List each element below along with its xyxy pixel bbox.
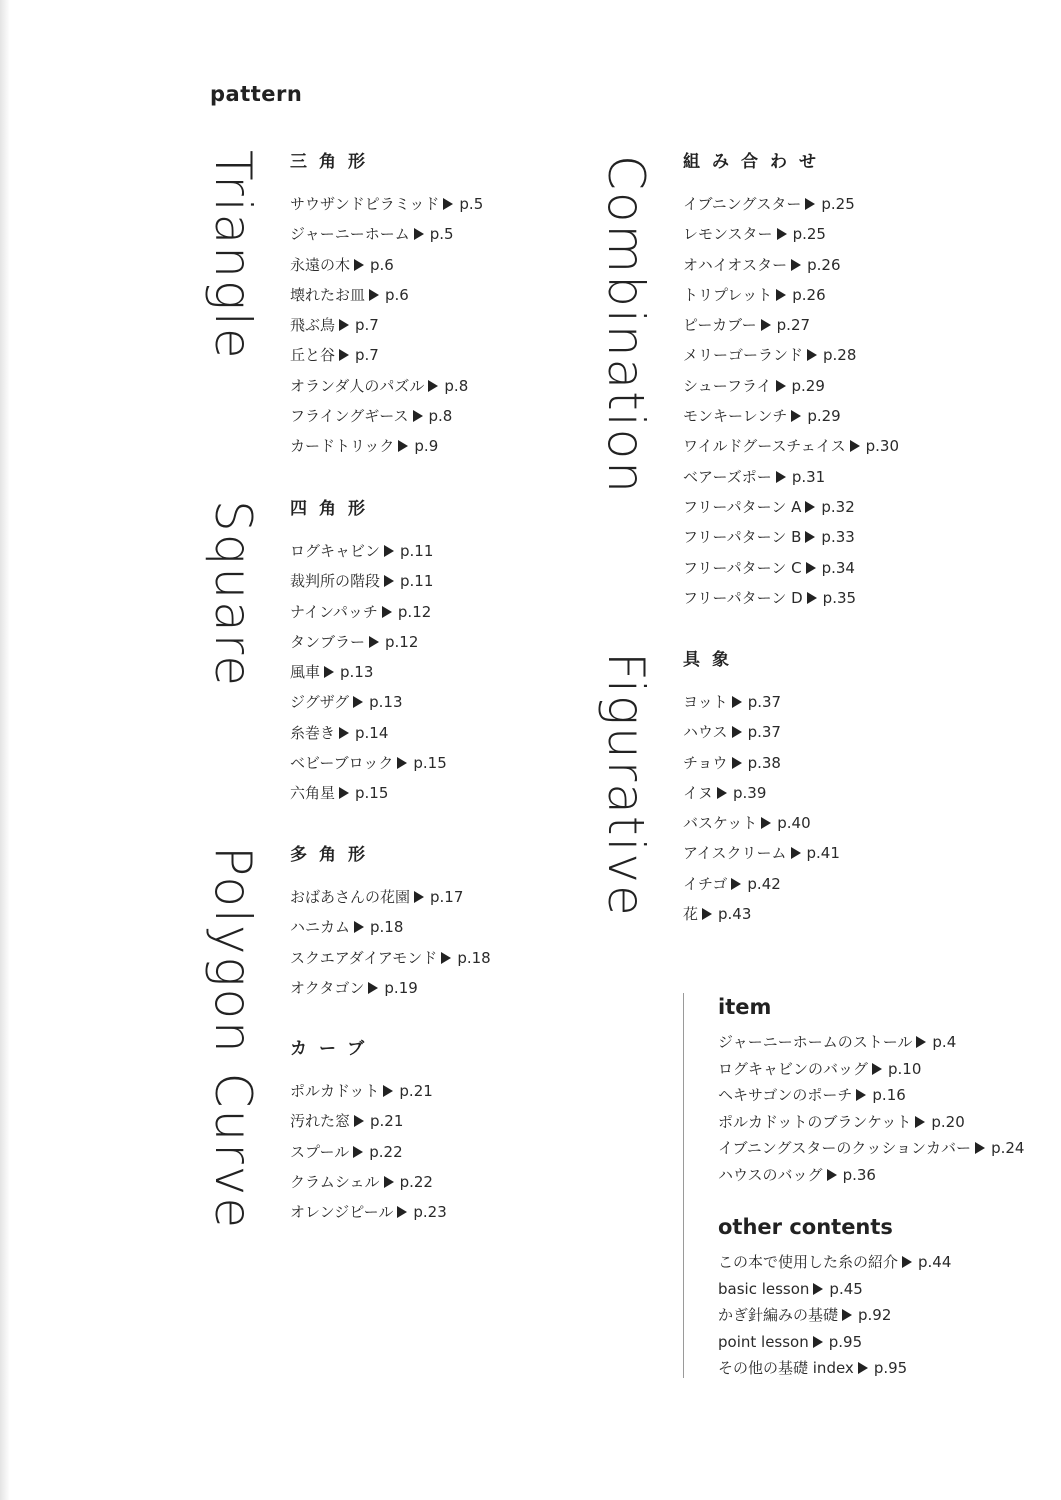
right-triangle-icon [856, 1089, 866, 1101]
toc-entry [683, 492, 899, 522]
toc-entry [290, 657, 447, 687]
entry-title: オクタゴン [290, 978, 365, 997]
page-number: p.38 [747, 753, 781, 772]
toc-entry [290, 1106, 447, 1136]
entry-title: フリーパターン C [683, 558, 802, 577]
right-triangle-icon [369, 636, 379, 648]
right-triangle-icon [397, 1206, 407, 1218]
right-triangle-icon [776, 380, 786, 392]
page-number: p.7 [355, 316, 379, 335]
entry-title: その他の基礎 index [718, 1359, 854, 1377]
toc-entry [683, 778, 840, 808]
section-heading: 四角形 [290, 499, 377, 519]
toc-entry [290, 401, 483, 431]
entry-list [683, 189, 899, 613]
entry-list [290, 1076, 447, 1227]
toc-entry [290, 566, 447, 596]
entry-list [290, 536, 447, 809]
page-edge-shadow [0, 0, 10, 1500]
right-triangle-icon [398, 440, 408, 452]
entry-title: オハイオスター [683, 255, 788, 274]
entry-title: おばあさんの花園 [290, 888, 411, 906]
entry-title: ベビーブロック [290, 754, 394, 773]
entry-title: point lesson [718, 1332, 809, 1351]
page-number: p.25 [792, 225, 826, 244]
page-number: p.26 [792, 285, 826, 304]
page-number: p.12 [385, 632, 419, 651]
toc-entry [718, 1276, 951, 1303]
toc-entry [683, 219, 899, 249]
entry-title: ワイルドグースチェイス [683, 437, 846, 456]
toc-entry [683, 310, 899, 340]
toc-entry [683, 522, 899, 552]
right-triangle-icon [915, 1116, 925, 1128]
page-number: p.10 [888, 1059, 922, 1078]
entry-title: フリーパターン A [683, 497, 802, 516]
entry-title: バスケット [683, 814, 758, 833]
page-number: p.19 [384, 978, 418, 997]
vertical-label-square: Square [204, 500, 262, 689]
page-number: p.5 [459, 195, 484, 213]
right-triangle-icon [850, 440, 860, 452]
page-number: p.44 [918, 1253, 952, 1271]
section-heading: カーブ [290, 1039, 377, 1059]
toc-entry [683, 189, 899, 219]
toc-entry [290, 1137, 447, 1167]
entry-title: ヨット [683, 693, 728, 711]
toc-entry [718, 1329, 951, 1356]
toc-entry [290, 778, 447, 808]
right-triangle-icon [339, 787, 349, 799]
right-triangle-icon [902, 1256, 912, 1268]
entry-title: オレンジピール [290, 1203, 394, 1222]
entry-title: モンキーレンチ [683, 407, 788, 426]
page-number: p.40 [777, 814, 811, 833]
page-number: p.4 [932, 1033, 957, 1051]
section-other-contents [718, 1213, 951, 1382]
page-number: p.14 [355, 723, 389, 742]
entry-list [290, 189, 483, 462]
right-triangle-icon [858, 1362, 868, 1374]
right-triangle-icon [353, 1146, 363, 1158]
entry-title: イヌ [683, 783, 714, 802]
page-number: p.18 [457, 948, 491, 967]
right-triangle-icon [813, 1283, 823, 1295]
section-polygon [290, 843, 491, 1003]
page-number: p.42 [747, 874, 781, 893]
toc-entry [290, 687, 447, 717]
entry-title: 飛ぶ鳥 [290, 316, 336, 335]
section-curve [290, 1037, 447, 1227]
toc-entry [290, 627, 447, 657]
right-triangle-icon [324, 666, 334, 678]
entry-title: 永遠の木 [290, 255, 351, 274]
entry-title: ピーカブー [683, 316, 757, 335]
right-triangle-icon [791, 410, 801, 422]
page-number: p.29 [807, 407, 841, 426]
page-number: p.39 [733, 783, 767, 802]
entry-title: スクエアダイアモンド [290, 948, 438, 967]
right-triangle-icon [397, 757, 407, 769]
toc-entry [683, 462, 899, 492]
toc-entry [683, 748, 840, 778]
entry-title: オランダ人のパズル [290, 376, 425, 395]
entry-title: トリプレット [683, 285, 773, 304]
section-heading: 多角形 [290, 845, 377, 865]
entry-title: フライングギース [290, 407, 409, 426]
toc-entry [718, 1029, 1024, 1056]
right-triangle-icon [717, 787, 727, 799]
toc-entry [718, 1162, 1024, 1189]
page-number: p.37 [747, 693, 782, 711]
entry-title: クラムシェル [290, 1172, 380, 1191]
toc-entry [718, 1135, 1024, 1162]
page-number: p.22 [399, 1172, 433, 1191]
page-number: p.23 [413, 1203, 447, 1222]
page-number: p.21 [399, 1082, 433, 1100]
vertical-label-combination: Combination [597, 155, 655, 495]
right-triangle-icon [354, 259, 364, 271]
page-number: p.22 [369, 1142, 403, 1161]
right-triangle-icon [443, 198, 453, 210]
page-number: p.41 [806, 844, 840, 863]
page-number: p.8 [428, 407, 453, 426]
page-number: p.29 [791, 376, 825, 395]
entry-title: ジグザグ [290, 693, 350, 712]
right-triangle-icon [413, 410, 423, 422]
page-number: p.6 [370, 255, 394, 274]
page-number: p.12 [397, 602, 432, 621]
right-triangle-icon [368, 982, 378, 994]
toc-entry [718, 1302, 951, 1329]
page-number: p.17 [430, 888, 464, 906]
entry-title: イブニングスターのクッションカバー [718, 1139, 972, 1157]
page-number: p.13 [340, 663, 374, 682]
page-number: p.95 [873, 1359, 908, 1377]
vertical-divider [683, 993, 684, 1378]
toc-entry [290, 1076, 447, 1106]
page-number: p.11 [400, 572, 434, 591]
entry-title: カードトリック [290, 437, 395, 456]
toc-entry [718, 1355, 951, 1382]
toc-entry [718, 1109, 1024, 1136]
entry-title: この本で使用した糸の紹介 [718, 1253, 899, 1271]
section-item [718, 993, 1024, 1188]
page-number: p.18 [370, 918, 404, 937]
right-triangle-icon [805, 501, 815, 513]
entry-title: スプール [290, 1142, 350, 1161]
toc-entry [290, 340, 483, 370]
page-number: p.92 [858, 1306, 892, 1324]
toc-entry [683, 869, 840, 899]
section-figurative [683, 648, 840, 929]
page-number: p.7 [355, 346, 379, 365]
right-triangle-icon [872, 1063, 882, 1075]
right-triangle-icon [354, 921, 364, 933]
right-triangle-icon [827, 1169, 837, 1181]
entry-title: フリーパターン B [683, 528, 802, 547]
page-number: p.34 [821, 558, 855, 577]
entry-title: ハニカム [290, 918, 351, 937]
section-heading: item [718, 995, 772, 1019]
toc-entry [290, 882, 491, 912]
page-number: p.28 [823, 346, 857, 365]
right-triangle-icon [731, 878, 741, 890]
section-heading: 三角形 [290, 152, 377, 172]
entry-title: 六角星 [290, 784, 336, 803]
page-number: p.21 [370, 1112, 404, 1131]
page-number: p.32 [821, 497, 855, 516]
right-triangle-icon [732, 726, 742, 738]
entry-title: 丘と谷 [290, 346, 336, 365]
toc-entry [683, 401, 899, 431]
page-number: p.26 [807, 255, 841, 274]
entry-title: ジャーニーホームのストール [718, 1033, 913, 1051]
section-triangle [290, 150, 483, 462]
entry-title: 裁判所の階段 [290, 572, 381, 591]
right-triangle-icon [384, 545, 394, 557]
right-triangle-icon [384, 575, 394, 587]
page-number: p.43 [718, 905, 752, 924]
toc-entry [290, 912, 491, 942]
toc-entry [683, 553, 899, 583]
toc-entry [290, 1197, 447, 1227]
right-triangle-icon [807, 349, 817, 361]
entry-title: かぎ針編みの基礎 [718, 1306, 839, 1324]
page-number: p.5 [429, 225, 454, 244]
toc-entry [290, 536, 447, 566]
entry-list [683, 687, 840, 929]
entry-title: チョウ [683, 753, 728, 772]
section-heading: 具象 [683, 650, 741, 670]
page-title: pattern [210, 82, 303, 106]
right-triangle-icon [369, 289, 379, 301]
toc-entry [683, 583, 899, 613]
toc-entry [290, 280, 483, 310]
toc-entry [290, 431, 483, 461]
entry-title: サウザンドピラミッド [290, 195, 440, 213]
entry-list [718, 1029, 1024, 1188]
entry-title: ベアーズポー [683, 467, 772, 486]
right-triangle-icon [382, 606, 392, 618]
right-triangle-icon [339, 349, 349, 361]
toc-entry [290, 219, 483, 249]
toc-entry [290, 189, 483, 219]
toc-entry [290, 250, 483, 280]
right-triangle-icon [776, 289, 786, 301]
page-number: p.8 [444, 376, 469, 395]
right-triangle-icon [702, 908, 712, 920]
page-number: p.11 [400, 542, 434, 560]
section-combination [683, 150, 899, 613]
right-triangle-icon [791, 847, 801, 859]
vertical-label-polygon-curve: Polygon Curve [204, 846, 262, 1231]
right-triangle-icon [339, 727, 349, 739]
vertical-label-figurative: Figurative [597, 652, 655, 918]
entry-title: ログキャビン [290, 542, 381, 560]
right-triangle-icon [414, 228, 424, 240]
entry-title: ポルカドット [290, 1082, 380, 1100]
toc-entry [683, 808, 840, 838]
toc-entry [683, 371, 899, 401]
right-triangle-icon [975, 1142, 985, 1154]
toc-entry [718, 1056, 1024, 1083]
toc-entry [290, 718, 447, 748]
page-number: p.95 [828, 1332, 863, 1351]
section-heading: 組み合わせ [683, 152, 828, 172]
page-number: p.45 [829, 1279, 863, 1298]
toc-entry [718, 1249, 951, 1276]
right-triangle-icon [761, 319, 771, 331]
entry-title: シューフライ [683, 376, 772, 395]
page-number: p.31 [791, 467, 826, 486]
entry-title: ハウス [683, 723, 728, 742]
right-triangle-icon [384, 1176, 394, 1188]
right-triangle-icon [791, 259, 801, 271]
toc-entry [290, 973, 491, 1003]
toc-entry [683, 280, 899, 310]
entry-title: basic lesson [718, 1279, 810, 1298]
toc-entry [290, 371, 483, 401]
page-number: p.9 [414, 437, 439, 456]
page-number: p.35 [822, 588, 857, 607]
right-triangle-icon [805, 198, 815, 210]
page-number: p.16 [872, 1086, 906, 1104]
entry-title: メリーゴーランド [683, 346, 804, 365]
page-number: p.6 [385, 285, 409, 304]
entry-title: イブニングスター [683, 195, 802, 213]
right-triangle-icon [354, 1115, 364, 1127]
page-number: p.36 [842, 1165, 876, 1184]
right-triangle-icon [414, 891, 424, 903]
page-number: p.24 [991, 1139, 1025, 1157]
entry-title: ヘキサゴンのポーチ [718, 1086, 853, 1104]
right-triangle-icon [441, 952, 451, 964]
toc-entry [683, 431, 899, 461]
section-square [290, 497, 447, 809]
toc-entry [290, 1167, 447, 1197]
entry-title: アイスクリーム [683, 844, 787, 863]
toc-entry [718, 1082, 1024, 1109]
toc-entry [290, 310, 483, 340]
page-number: p.37 [747, 723, 781, 742]
entry-title: フリーパターン D [683, 588, 803, 607]
toc-entry [683, 687, 840, 717]
entry-list [290, 882, 491, 1003]
page-number: p.33 [821, 528, 855, 547]
entry-title: 風車 [290, 663, 321, 682]
right-triangle-icon [732, 696, 742, 708]
toc-entry [683, 838, 840, 868]
page-number: p.20 [931, 1112, 965, 1131]
page-number: p.30 [865, 437, 899, 456]
toc-entry [683, 340, 899, 370]
toc-entry [683, 717, 840, 747]
right-triangle-icon [776, 471, 786, 483]
entry-title: ジャーニーホーム [290, 225, 410, 244]
right-triangle-icon [813, 1336, 823, 1348]
toc-entry [290, 943, 491, 973]
page-number: p.15 [413, 754, 447, 773]
right-triangle-icon [353, 696, 363, 708]
entry-list [718, 1249, 951, 1382]
entry-title: 壊れたお皿 [290, 285, 366, 304]
right-triangle-icon [732, 757, 742, 769]
toc-entry [683, 250, 899, 280]
entry-title: ログキャビンのバッグ [718, 1059, 869, 1078]
right-triangle-icon [383, 1085, 393, 1097]
page-number: p.15 [355, 784, 389, 803]
right-triangle-icon [805, 531, 815, 543]
right-triangle-icon [842, 1309, 852, 1321]
right-triangle-icon [806, 562, 816, 574]
entry-title: レモンスター [683, 225, 773, 244]
toc-entry [683, 899, 840, 929]
toc-entry [290, 748, 447, 778]
right-triangle-icon [916, 1036, 926, 1048]
right-triangle-icon [339, 319, 349, 331]
right-triangle-icon [761, 817, 771, 829]
entry-title: 花 [683, 905, 699, 924]
entry-title: ハウスのバッグ [718, 1165, 823, 1184]
right-triangle-icon [807, 592, 817, 604]
entry-title: イチゴ [683, 874, 728, 893]
entry-title: 糸巻き [290, 723, 336, 742]
entry-title: タンブラー [290, 632, 366, 651]
section-heading: other contents [718, 1215, 893, 1239]
vertical-label-triangle: Triangle [204, 150, 262, 361]
entry-title: ポルカドットのブランケット [718, 1112, 912, 1131]
entry-title: 汚れた窓 [290, 1112, 351, 1131]
page-number: p.27 [776, 316, 811, 335]
right-triangle-icon [428, 380, 438, 392]
right-triangle-icon [777, 228, 787, 240]
toc-entry [290, 597, 447, 627]
page-number: p.13 [369, 693, 403, 712]
page-number: p.25 [821, 195, 855, 213]
entry-title: ナインパッチ [290, 602, 378, 621]
